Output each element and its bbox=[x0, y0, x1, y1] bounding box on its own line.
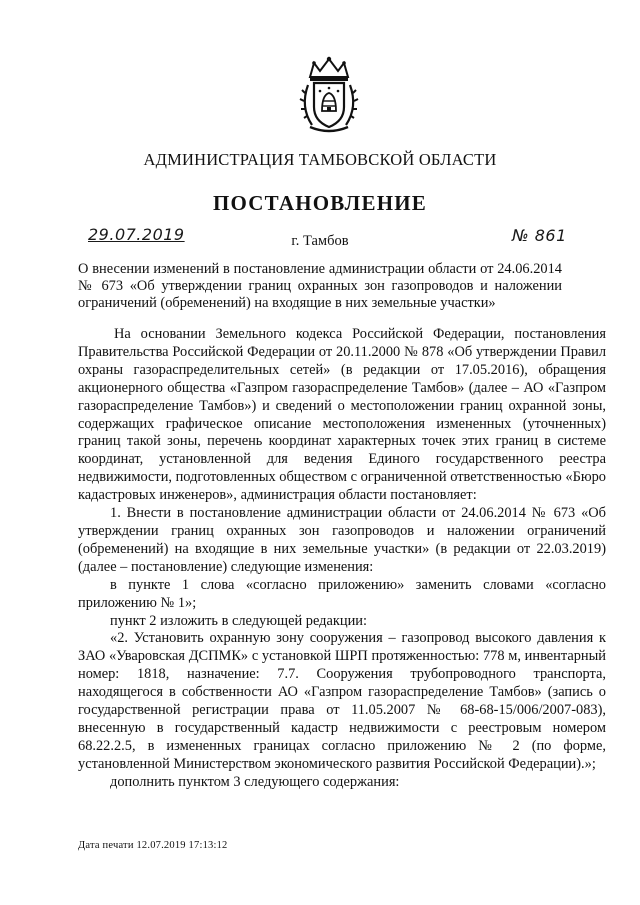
body-paragraph: в пункте 1 слова «согласно приложению» заменить словами «согласно приложению № 1»; bbox=[78, 576, 606, 611]
body-paragraph: пункт 2 изложить в следующей редакции: bbox=[110, 612, 367, 629]
document-date: 29.07.2019 bbox=[88, 225, 185, 244]
document-body bbox=[78, 326, 606, 792]
tambov-coat-of-arms-icon bbox=[298, 55, 360, 135]
document-number: № 861 bbox=[512, 226, 567, 245]
print-date-footer: Дата печати 12.07.2019 17:13:12 bbox=[78, 840, 228, 851]
document-city: г. Тамбов bbox=[291, 233, 349, 249]
body-paragraph: 1. Внести в постановление администрации области от 24.06.2014 № 673 «Об утверждении границ охранных зон газопроводов и наложении ограничений (обременений) на входящие в них земельные участки» (в редакции от 22.03.2019) (далее – постановление) следующие изменения: bbox=[78, 505, 606, 575]
body-paragraph: «2. Установить охранную зону сооружения – газопровод высокого давления к ЗАО «Уваровская ДСПМК» с установкой ШРП протяженностью: 778 м, инвентарный номер: 1818, назначение: 7.7. Сооружения трубопроводного транспорта, находящегося в собственности АО «Газпром газораспределение Тамбов» (запись о государственной регистрации права от 11.05.2007 № 68-68-15/006/2007-083), внесенную в государственный кадастр недвижимости с реестровым номером 68.22.2.5, в измененных границах согласно приложению № 2 (по форме, установленной Министерством экономического развития Российской Федерации).»; bbox=[78, 630, 606, 772]
body-paragraph: дополнить пунктом 3 следующего содержания: bbox=[110, 773, 400, 790]
body-paragraph: На основании Земельного кодекса Российской Федерации, постановления Правительства Российской Федерации от 20.11.2000 № 878 «Об утверждении Правил охраны газораспределительных сетей» (в редакции от 17.05.2016), обращения акционерного общества «Газпром газораспределение Тамбов» (далее – АО «Газпром газораспределение Тамбов») и сведений о местоположении границ охранной зоны, содержащих графическое описание местоположения измененных (уточненных) границ такой зоны, перечень координат характерных точек этих границ в системе координат, установленной для ведения Единого государственного реестра недвижимости, подготовленных обществом с ограниченной ответственностью «Бюро кадастровых инженеров», администрация области постановляет: bbox=[78, 326, 606, 504]
organization-name: АДМИНИСТРАЦИЯ ТАМБОВСКОЙ ОБЛАСТИ bbox=[143, 150, 497, 169]
document-type-heading: ПОСТАНОВЛЕНИЕ bbox=[212, 191, 428, 215]
document-subject: О внесении изменений в постановление администрации области от 24.06.2014 № 673 «Об утверждении границ охранных зон газопроводов и наложении ограничений (обременений) на входящие в них земельные участки» bbox=[78, 261, 562, 311]
